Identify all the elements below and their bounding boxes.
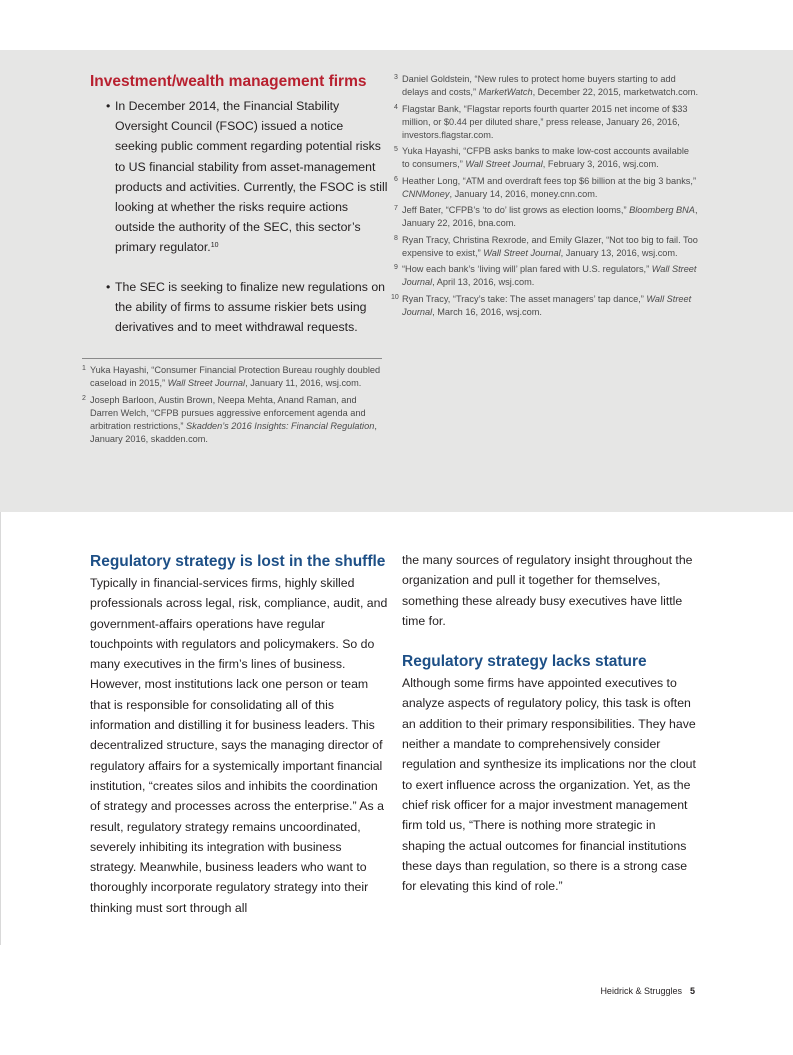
footnote-2 xyxy=(82,394,382,446)
footnote-date: , December 22, 2015, marketwatch.com. xyxy=(532,87,699,97)
footnote-source: Wall Street Journal xyxy=(402,293,692,317)
section-heading-stature: Regulatory strategy lacks stature xyxy=(402,653,647,671)
footnote-date: , January 13, 2016, wsj.com. xyxy=(560,247,678,258)
footnote-8 xyxy=(394,234,699,260)
footnote-source: MarketWatch xyxy=(478,87,533,97)
footnote-date: , January 2016, skadden.com. xyxy=(90,421,377,444)
footnote-4 xyxy=(394,103,699,142)
section-paragraph-continued: the many sources of regulatory insight throughout the organization and pull it together for themselves, something these already busy executives have little time for. xyxy=(402,553,693,628)
sidebar-bullet-2 xyxy=(106,277,388,338)
footnote-text: Heather Long, “ATM and overdraft fees top $6 billion at the big 3 banks,” xyxy=(402,175,696,186)
footnote-text: “How each bank’s ‘living will’ plan fared with U.S. regulators,” xyxy=(402,264,652,274)
footnote-date: , January 14, 2016, money.cnn.com. xyxy=(449,188,598,199)
section-heading-shuffle: Regulatory strategy is lost in the shuffle xyxy=(90,553,386,570)
section-paragraph: Although some firms have appointed executives to analyze aspects of regulatory policy, this task is often an addition to their primary responsibilities. They have neither a mandate to comprehensively consider regulation and synthesize its implications nor the clout to exert influence across the organization. Yet, as the chief risk officer for a major investment management firm told us, “There is nothing more strategic in shaping the actual outcomes for financial institutions these days than regulation, so there is a strong case for elevating this kind of role.” xyxy=(402,676,696,894)
footnote-source: Skadden’s 2016 Insights: Financial Regulation xyxy=(186,421,375,431)
page-number: 5 xyxy=(689,986,695,996)
footnote-date: , February 3, 2016, wsj.com. xyxy=(542,159,659,169)
footnote-ref: 10 xyxy=(210,242,219,250)
footnote-rule xyxy=(82,358,382,359)
section-paragraph: Typically in financial-services firms, highly skilled professionals across legal, risk, compliance, audit, and government-affairs operations have regular touchpoints with regulators and policymakers. So do many executives in the firm’s lines of business. However, most institutions lack one person or team that is responsible for consolidating all of this information and distilling it for business leaders. This decentralized structure, says the managing director of regulatory affairs for a systemically important financial institution, “creates silos and inhibits the coordination of strategy and processes across the enterprise.” As a result, regulatory strategy remains uncoordinated, severely inhibiting its integration with business strategy. Meanwhile, business leaders who want to thoroughly incorporate regulatory strategy into their thinking must sort through all xyxy=(90,576,388,915)
footnote-date: , January 22, 2016, bna.com. xyxy=(402,205,698,228)
footnote-text: Yuka Hayashi, “Consumer Financial Protection Bureau roughly doubled caseload in 2015,” xyxy=(90,365,381,388)
footnote-number: 3 xyxy=(394,74,398,81)
page-footer xyxy=(600,986,695,996)
left-edge-rule xyxy=(0,512,1,945)
sidebar-bullet-list xyxy=(106,96,388,337)
footnote-number: 4 xyxy=(394,103,398,111)
footnote-text: Jeff Bater, “CFPB’s ‘to do’ list grows as election looms,” xyxy=(402,205,630,215)
article-column-left xyxy=(90,552,390,918)
footnote-10 xyxy=(391,293,699,319)
footnote-source: Wall Street Journal xyxy=(402,264,697,287)
footnote-text: Joseph Barloon, Austin Brown, Neepa Mehta, Anand Raman, and Darren Welch, “CFPB pursues aggressive enforcement agenda and arbitration restrictions,” xyxy=(90,395,366,431)
footnote-number: 9 xyxy=(394,264,398,271)
footnote-source: Wall Street Journal xyxy=(483,247,561,258)
bullet-text: In December 2014, the Financial Stability Oversight Council (FSOC) issued a notice seeking public comment regarding potential risks to US financial stability from asset-management products and activities. Currently, the FSOC is still looking at whether the risks require actions outside the authority of the SEC, this sector’s primary regulator. xyxy=(115,99,388,255)
footnote-text: Daniel Goldstein, “New rules to protect home buyers starting to add delays and costs,” xyxy=(402,74,676,97)
footnote-source: Wall Street Journal xyxy=(167,378,246,388)
footnote-number: 5 xyxy=(394,146,398,153)
footnote-1 xyxy=(82,364,382,390)
footnote-source: CNNMoney xyxy=(402,188,450,199)
sidebar-bullet-1 xyxy=(106,96,388,258)
footnote-source: Bloomberg BNA xyxy=(629,205,695,215)
footnote-number: 6 xyxy=(394,175,398,183)
footnote-number: 7 xyxy=(394,205,398,212)
footnote-text: Yuka Hayashi, “CFPB asks banks to make low-cost accounts available to consumers,” xyxy=(402,146,689,169)
article-column-right xyxy=(402,550,702,896)
footnote-date: , April 13, 2016, wsj.com. xyxy=(432,277,535,287)
footnote-number: 2 xyxy=(82,395,86,402)
footnote-7 xyxy=(394,204,699,230)
footnote-number: 10 xyxy=(391,293,399,301)
footnote-date: , March 16, 2016, wsj.com. xyxy=(432,306,542,317)
footnote-text: Ryan Tracy, Christina Rexrode, and Emily Glazer, “Not too big to fail. Too expensive to exist,” xyxy=(402,234,698,258)
footnote-number: 1 xyxy=(82,365,86,372)
footnote-source: Wall Street Journal xyxy=(465,159,543,169)
bullet-text: The SEC is seeking to finalize new regulations on the ability of firms to assume riskier bets using derivatives and to meet withdrawal requests. xyxy=(115,279,385,335)
footnote-6 xyxy=(394,175,699,201)
footnote-9 xyxy=(394,263,699,289)
sidebar-title: Investment/wealth management firms xyxy=(90,73,367,90)
footnote-3 xyxy=(394,73,699,99)
footnote-date: , January 11, 2016, wsj.com. xyxy=(245,378,362,388)
footnote-number: 8 xyxy=(394,234,398,242)
footer-brand: Heidrick & Struggles xyxy=(600,986,682,996)
footnotes-left xyxy=(82,364,382,450)
footnote-text: Flagstar Bank, “Flagstar reports fourth quarter 2015 net income of $33 million, or $0.44 per diluted share,” press release, January 26, 2016, investors.flagstar.com. xyxy=(402,103,688,140)
footnote-5 xyxy=(394,145,699,171)
footnote-text: Ryan Tracy, “Tracy’s take: The asset managers’ tap dance,” xyxy=(402,293,647,304)
footnotes-right xyxy=(391,73,699,322)
